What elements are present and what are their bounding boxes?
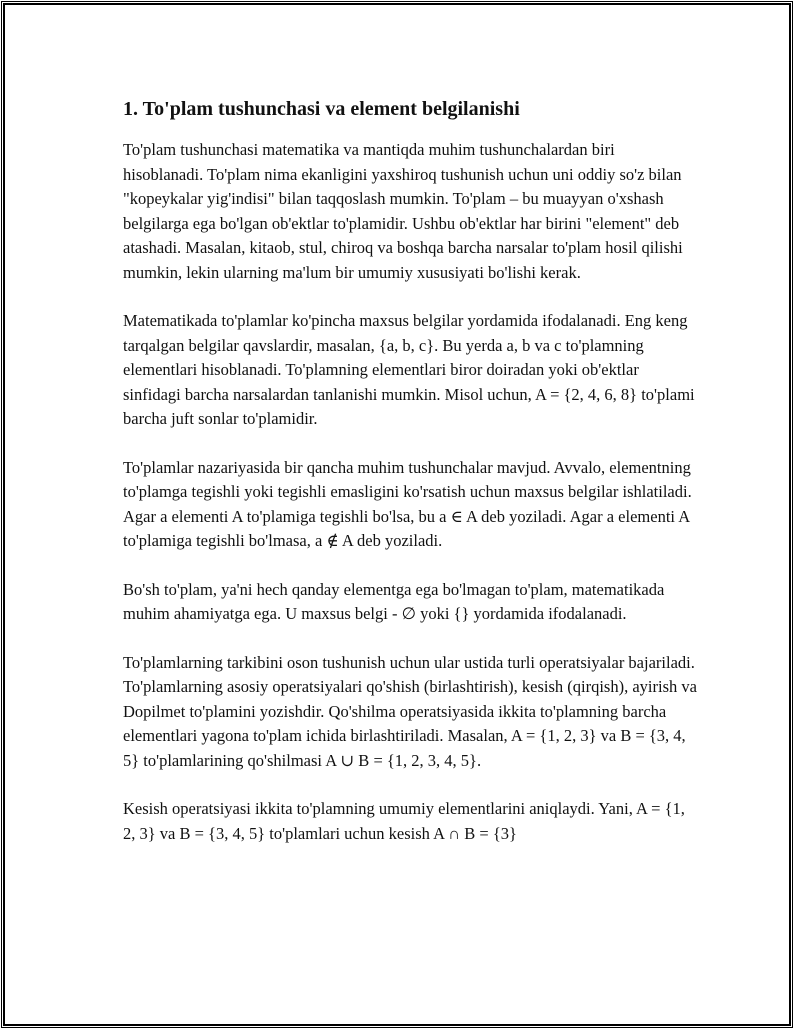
paragraph-intro: To'plam tushunchasi matematika va mantiqda muhim tushunchalardan biri hisoblanadi. To'plam nima ekanligini yaxshiroq tushunish uchun uni oddiy so'z bilan "kopeykalar yig'indisi" bilan taqqoslash mumkin. To'plam – bu muayyan o'xshash belgilarga ega bo'lgan ob'ektlar to'plamidir. Ushbu ob'ektlar har birini "element" deb atashadi. Masalan, kitaob, stul, chiroq va boshqa barcha narsalar to'plam hosil qilishi mumkin, lekin ularning ma'lum bir umumiy xususiyati bo'lishi kerak. <box>123 140 683 282</box>
paragraph-empty-set: Bo'sh to'plam, ya'ni hech qanday elementga ega bo'lmagan to'plam, matematikada muhim ahamiyatga ega. U maxsus belgi - ∅ yoki {} yordamida ifodalanadi. <box>123 579 665 623</box>
paragraph-membership: To'plamlar nazariyasida bir qancha muhim tushunchalar mavjud. Avvalo, elementning to'plamga tegishli yoki tegishli emasligini ko'rsatish uchun maxsus belgilar ishlatiladi. Agar a elementi A to'plamiga tegishli bo'lsa, bu a ∈ A deb yoziladi. Agar a elementi A to'plamiga tegishli bo'lmasa, a ∉ A deb yoziladi. <box>123 457 692 550</box>
paragraph-operations: To'plamlarning tarkibini oson tushunish uchun ular ustida turli operatsiyalar bajariladi. To'plamlarning asosiy operatsiyalari qo'shish (birlashtirish), kesish (qirqish), ayirish va Dopilmet to'plamini yozishdir. Qo'shilma operatsiyasida ikkita to'plamning barcha elementlari yagona to'plam ichida birlashtiriladi. Masalan, A = {1, 2, 3} va B = {3, 4, 5} to'plamlarining qo'shilmasi A ∪ B = {1, 2, 3, 4, 5}. <box>123 652 697 770</box>
paragraph-intersection: Kesish operatsiyasi ikkita to'plamning umumiy elementlarini aniqlaydi. Yani, A = {1, 2, 3} va B = {3, 4, 5} to'plamlari uchun kesish A ∩ B = {3} <box>123 799 685 843</box>
page-frame <box>3 3 791 1026</box>
section-heading: 1. To'plam tushunchasi va element belgilanishi <box>123 98 520 120</box>
paragraph-notation: Matematikada to'plamlar ko'pincha maxsus belgilar yordamida ifodalanadi. Eng keng tarqalgan belgilar qavslardir, masalan, {a, b, c}. Bu yerda a, b va c to'plamning elementlari hisoblanadi. To'plamning elementlari biror doiradan yoki ob'ektlar sinfidagi barcha narsalardan tanlanishi mumkin. Misol uchun, A = {2, 4, 6, 8} to'plami barcha juft sonlar to'plamidir. <box>123 311 695 428</box>
document-body <box>123 96 698 870</box>
